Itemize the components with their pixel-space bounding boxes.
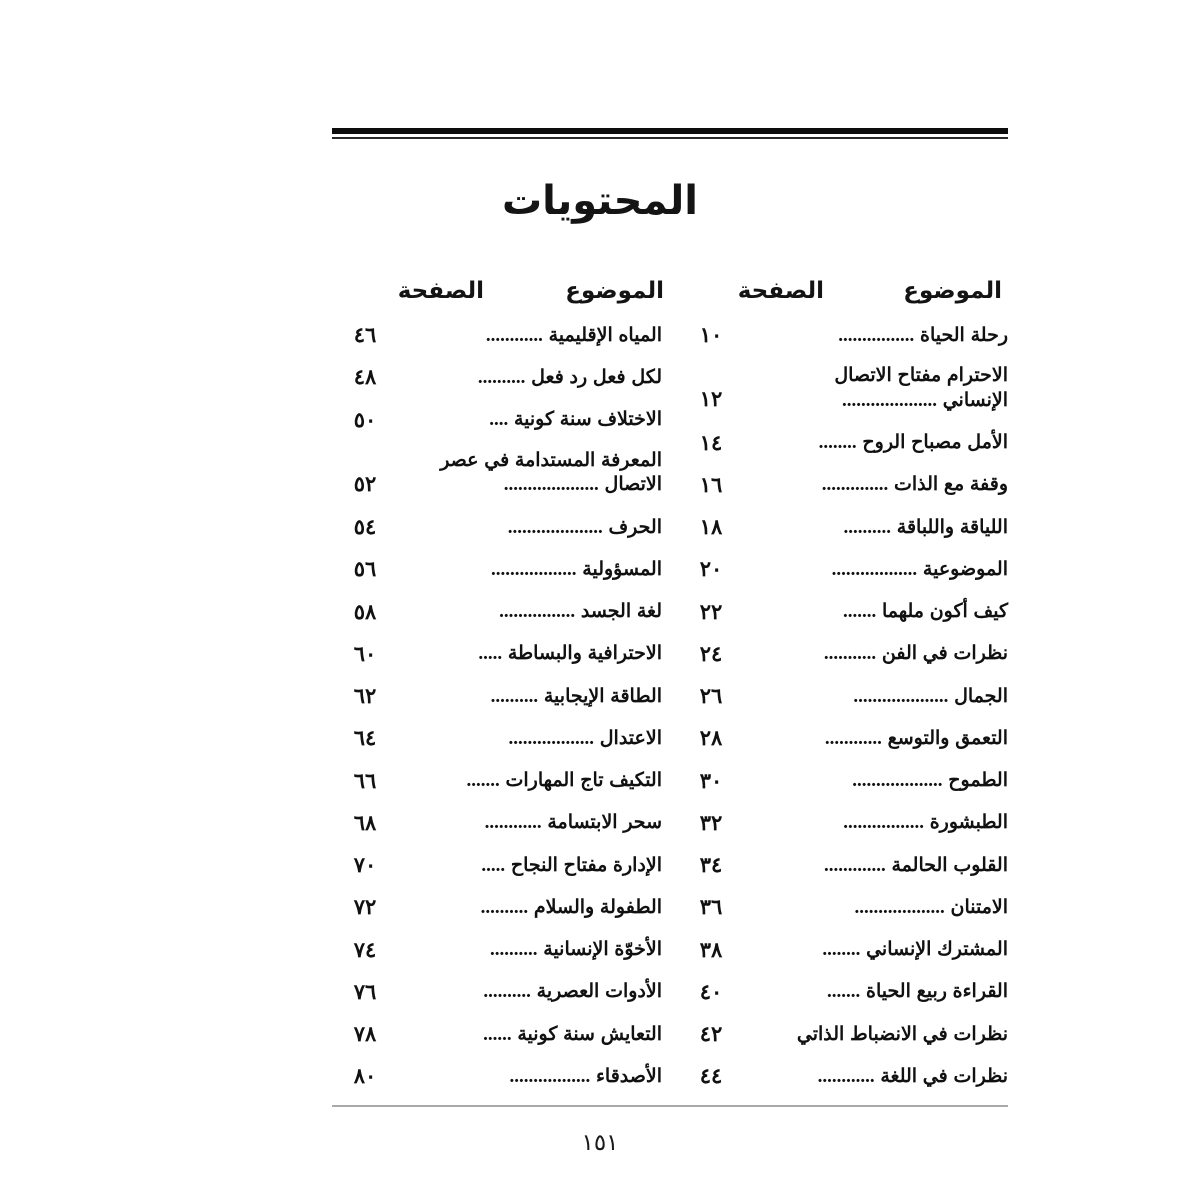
toc-entry[interactable] (332, 768, 662, 794)
toc-entry-title-line1: المعرفة المستدامة في عصر (440, 449, 662, 471)
toc-entry-page-number: ١٢ (699, 387, 723, 412)
toc-entry[interactable] (332, 364, 662, 390)
toc-entry[interactable] (678, 683, 1008, 709)
toc-entry[interactable] (332, 641, 662, 667)
toc-entry-page-number: ٦٨ (353, 810, 377, 835)
toc-entry[interactable] (332, 449, 662, 498)
toc-entry-title-line2: الاتصال .................... (503, 474, 662, 496)
toc-column-right (678, 322, 1008, 1106)
toc-entry[interactable] (678, 599, 1008, 625)
toc-entry-page-number: ٢٨ (699, 726, 723, 751)
toc-entry-page-number: ٢٦ (699, 684, 723, 709)
toc-entry-title: التكيف تاج المهارات ....... (466, 770, 662, 792)
toc-entry[interactable] (678, 1063, 1008, 1089)
toc-entry-title: الطبشورة ................. (843, 812, 1008, 834)
toc-entry-page-number: ٥٤ (353, 515, 377, 540)
toc-entry-page-number: ٤٨ (353, 365, 377, 390)
toc-entry[interactable] (332, 852, 662, 878)
toc-entry-title: الطاقة الإيجابية .......... (490, 685, 662, 707)
header-page-right: الصفحة (737, 278, 824, 304)
toc-entry[interactable] (678, 641, 1008, 667)
toc-entry[interactable] (332, 725, 662, 751)
toc-entry-title: وقفة مع الذات .............. (821, 474, 1008, 496)
toc-entry[interactable] (678, 556, 1008, 582)
top-double-rule (332, 128, 1008, 139)
header-subject-left: الموضوع (565, 278, 664, 304)
toc-entry[interactable] (678, 852, 1008, 878)
toc-entry-title: سحر الابتسامة ............ (484, 812, 662, 834)
toc-entry-page-number: ٦٢ (353, 684, 377, 709)
toc-entry-page-number: ١٠ (699, 323, 723, 347)
top-rule-thin (332, 137, 1008, 139)
toc-entry[interactable] (678, 810, 1008, 836)
toc-entry-page-number: ٧٨ (353, 1022, 377, 1047)
toc-entry-page-number: ٤٦ (353, 323, 377, 347)
toc-entry[interactable] (678, 472, 1008, 498)
toc-entry-page-number: ٦٤ (353, 726, 377, 751)
toc-entry[interactable] (332, 322, 662, 348)
toc-entry-title: التعمق والتوسع ............ (824, 727, 1008, 749)
toc-entry-page-number: ٢٤ (699, 641, 723, 666)
toc-column-left (332, 322, 662, 1106)
toc-entry-title: رحلة الحياة ................ (838, 324, 1008, 346)
toc-entry-page-number: ٧٤ (353, 937, 377, 962)
toc-entry[interactable] (332, 810, 662, 836)
toc-entry-page-number: ٤٢ (699, 1022, 723, 1047)
toc-entry-page-number: ١٤ (699, 430, 723, 455)
toc-entry-title: نظرات في الانضباط الذاتي (796, 1023, 1008, 1045)
toc-entry-title: الطفولة والسلام .......... (480, 896, 662, 918)
toc-entry[interactable] (332, 556, 662, 582)
toc-entry-page-number: ٧٢ (353, 895, 377, 920)
toc-entry[interactable] (332, 683, 662, 709)
toc-entry-title: المشترك الإنساني ........ (822, 939, 1008, 961)
toc-entry[interactable] (332, 894, 662, 920)
toc-entry-title: المسؤولية .................. (491, 558, 662, 580)
toc-entry[interactable] (678, 725, 1008, 751)
toc-entry[interactable] (332, 1063, 662, 1089)
toc-entry[interactable] (678, 894, 1008, 920)
toc-entry-page-number: ٤٤ (699, 1064, 723, 1089)
toc-entry-title: القلوب الحالمة ............. (823, 854, 1008, 876)
toc-entry-page-number: ٢٢ (699, 599, 723, 624)
toc-entry-page-number: ٥٦ (353, 557, 377, 582)
header-page-left: الصفحة (397, 278, 484, 304)
toc-entry-page-number: ١٦ (699, 472, 723, 497)
page-title: المحتويات (501, 178, 698, 224)
column-headers (332, 278, 1008, 312)
toc-entry[interactable] (332, 1021, 662, 1047)
toc-entry-page-number: ٧٦ (353, 979, 377, 1004)
toc-entry[interactable] (332, 599, 662, 625)
toc-entry-page-number: ٤٠ (699, 979, 723, 1004)
toc-entry-page-number: ٦٠ (353, 641, 377, 666)
header-subject-right: الموضوع (903, 278, 1002, 304)
toc-entry[interactable] (678, 1021, 1008, 1047)
toc-entry-page-number: ٥٠ (353, 407, 377, 432)
toc-entry-title (744, 364, 1008, 413)
toc-entry-page-number: ٨٠ (353, 1064, 377, 1089)
toc-entry-title: الحرف .................... (507, 516, 662, 538)
toc-entry-title: اللياقة واللباقة .......... (843, 516, 1008, 538)
toc-entry[interactable] (678, 364, 1008, 413)
toc-entry[interactable] (332, 979, 662, 1005)
toc-entry-page-number: ٣٦ (699, 895, 723, 920)
toc-entry[interactable] (678, 979, 1008, 1005)
toc-entry-page-number: ٣٤ (699, 853, 723, 878)
toc-entry-title: القراءة ربيع الحياة ....... (827, 981, 1008, 1003)
toc-entry-page-number: ٦٦ (353, 768, 377, 793)
toc-entry-title: الأصدقاء ................. (509, 1065, 662, 1087)
toc-entry-page-number: ٢٠ (699, 557, 723, 582)
toc-entry-page-number: ٥٢ (353, 471, 377, 496)
toc-entry-title: نظرات في اللغة ............ (817, 1065, 1008, 1087)
toc-entry-title-line2: الإنساني .................... (841, 389, 1008, 411)
toc-entry[interactable] (678, 430, 1008, 456)
toc-entry[interactable] (332, 407, 662, 433)
toc-entry-title: الموضوعية .................. (831, 558, 1008, 580)
toc-entry-title (398, 449, 662, 498)
toc-entry[interactable] (332, 514, 662, 540)
toc-entry-title: لكل فعل رد فعل .......... (477, 366, 662, 388)
toc-entry-title: المياه الإقليمية ............ (485, 324, 662, 346)
toc-entry-title: الاحترافية والبساطة ..... (478, 643, 662, 665)
toc-entry-title-line1: الاحترام مفتاح الاتصال (834, 365, 1008, 387)
toc-entry-title: الإدارة مفتاح النجاح ..... (481, 854, 662, 876)
bottom-rule (332, 1105, 1008, 1107)
toc-entry-title: الطموح ................... (852, 770, 1008, 792)
toc-entry-page-number: ٧٠ (353, 853, 377, 878)
page-folio: ١٥١ (581, 1130, 619, 1155)
toc-entry-title: كيف أكون ملهما ....... (842, 601, 1008, 623)
toc-entry-title: الأدوات العصرية .......... (483, 981, 662, 1003)
toc-entry[interactable] (332, 937, 662, 963)
toc-entry-page-number: ٥٨ (353, 599, 377, 624)
toc-entry[interactable] (678, 937, 1008, 963)
toc-entry[interactable] (678, 322, 1008, 348)
toc-entry-title: الجمال .................... (853, 685, 1008, 707)
toc-entry-title: الأخوّة الإنسانية .......... (490, 939, 662, 961)
toc-entry-title: التعايش سنة كونية ...... (483, 1023, 662, 1045)
toc-entry-title: لغة الجسد ................ (499, 601, 662, 623)
toc-entry-title: الأمل مصباح الروح ........ (818, 432, 1008, 454)
toc-entry[interactable] (678, 768, 1008, 794)
toc-entry-title: الامتنان ................... (854, 896, 1008, 918)
toc-entry-title: الاختلاف سنة كونية .... (489, 409, 662, 431)
toc-entry-page-number: ٣٠ (699, 768, 723, 793)
toc-entry-title: نظرات في الفن ........... (823, 643, 1008, 665)
toc-entry[interactable] (678, 514, 1008, 540)
toc-entry-page-number: ٣٨ (699, 937, 723, 962)
toc-entry-title: الاعتدال .................. (508, 727, 662, 749)
toc-entry-page-number: ٣٢ (699, 810, 723, 835)
toc-entry-page-number: ١٨ (699, 515, 723, 540)
